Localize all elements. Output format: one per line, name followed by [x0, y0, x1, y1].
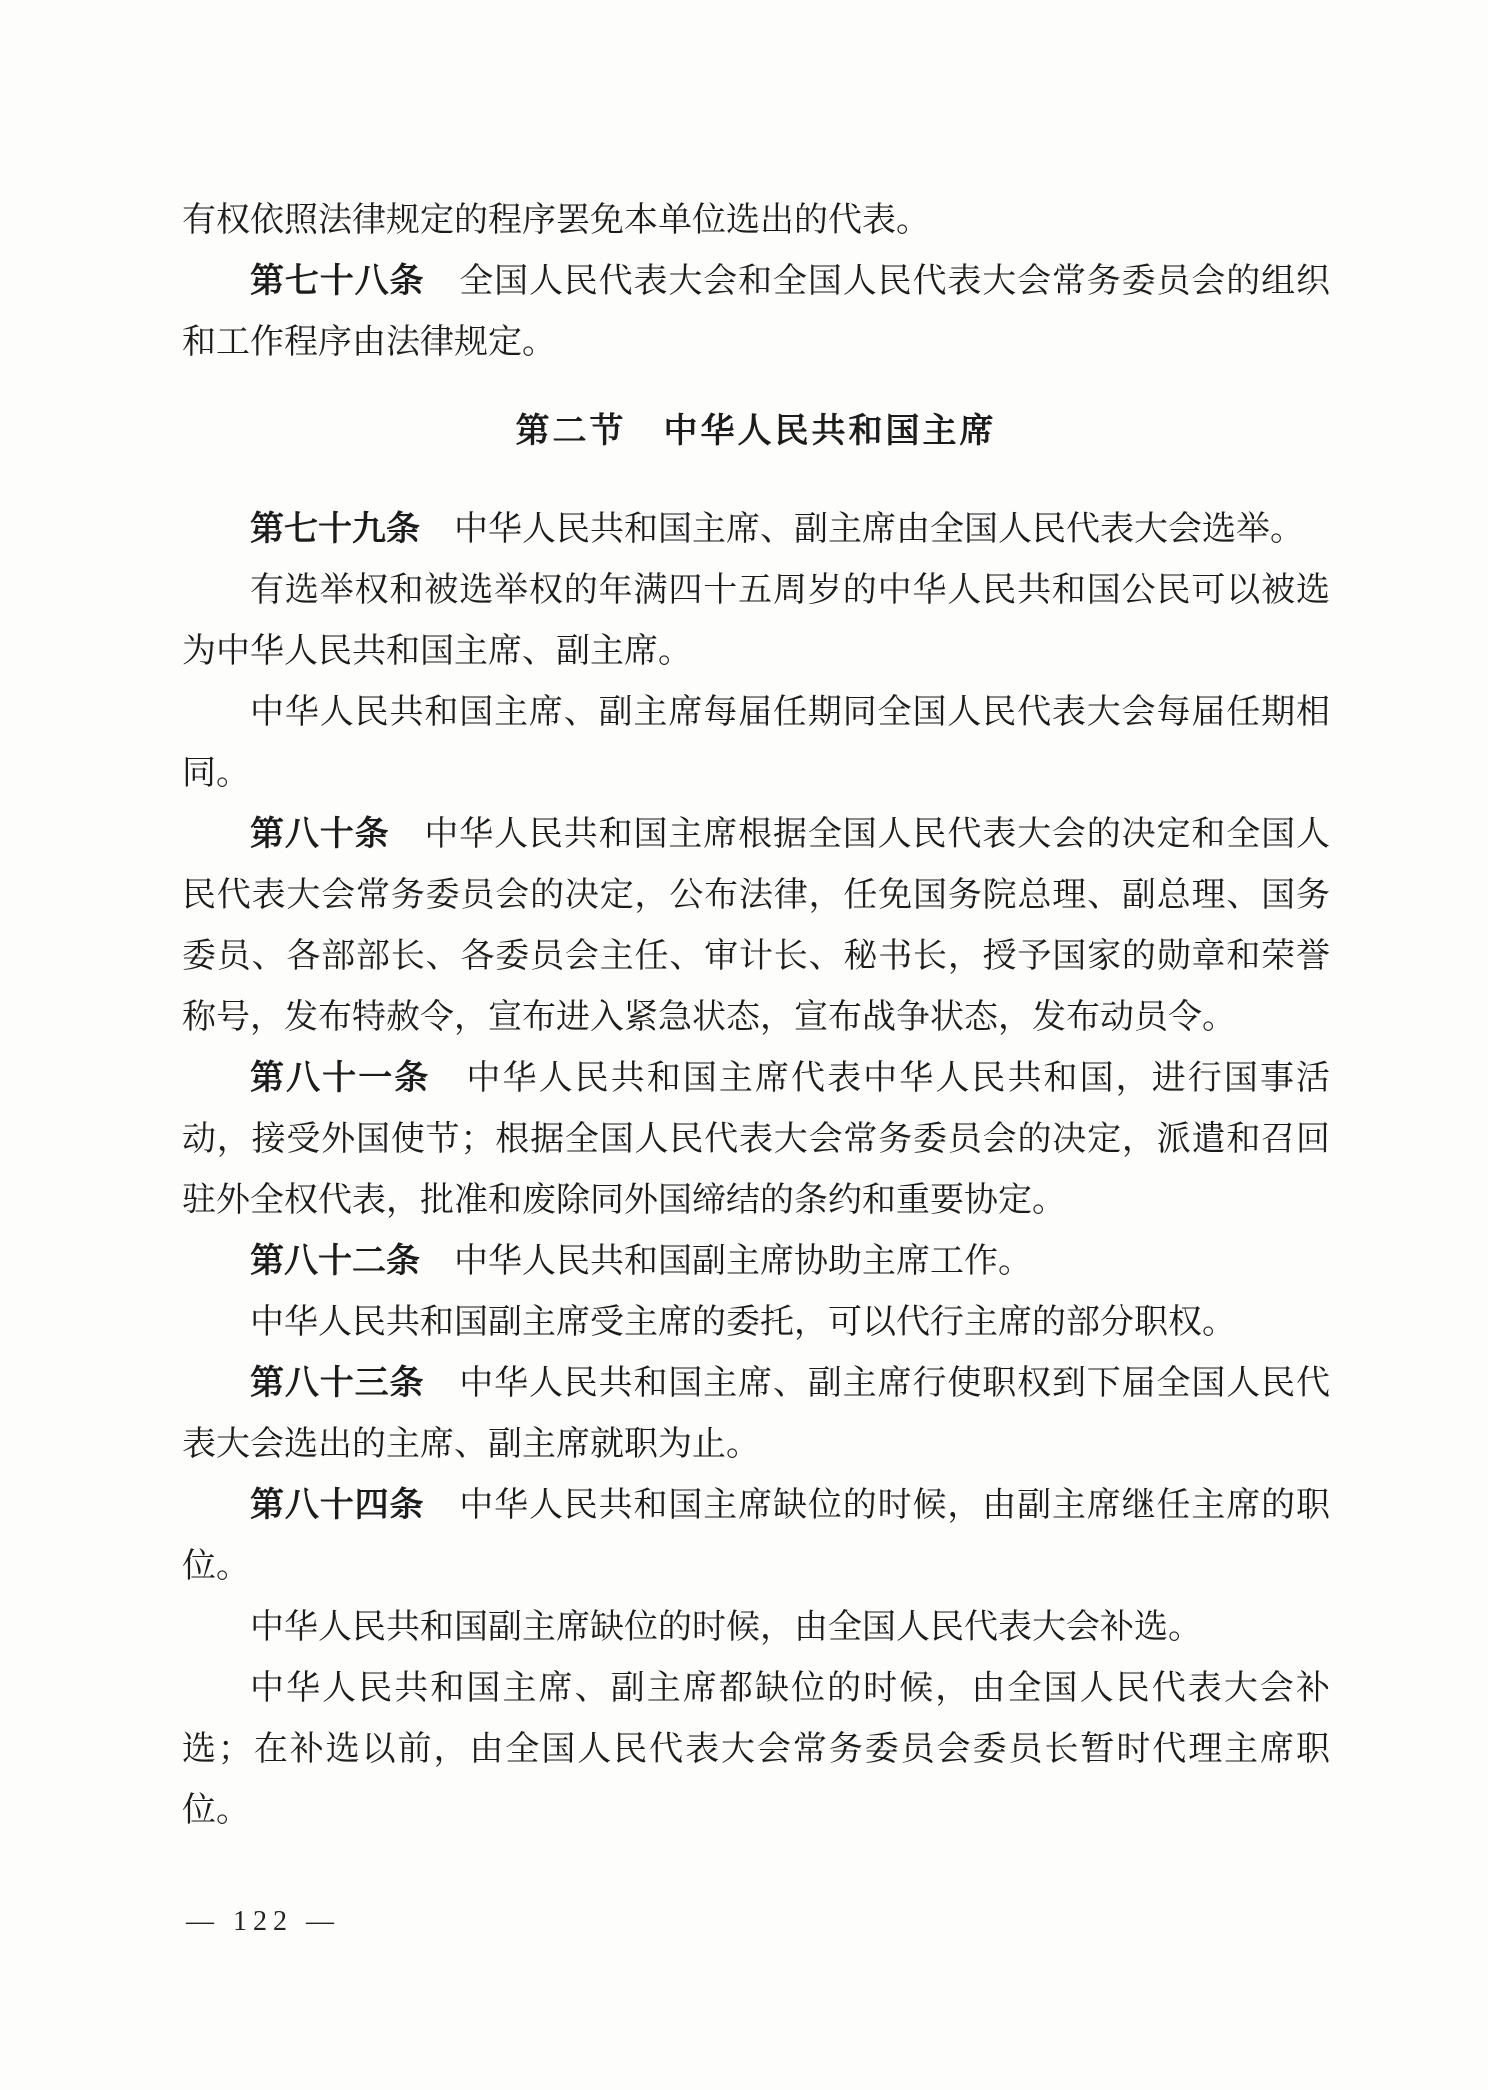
text-line — [182, 499, 1330, 560]
text-line — [182, 1048, 1330, 1109]
text-line — [182, 560, 1330, 621]
line-text: 中华人民共和国副主席受主席的委托，可以代行主席的部分职权。 — [250, 1304, 1236, 1341]
article-number: 第八十条 — [250, 815, 390, 853]
text-line — [182, 251, 1330, 312]
text-line — [182, 743, 1330, 804]
line-text: 中华人民共和国主席根据全国人民代表大会的决定和全国人 — [389, 816, 1331, 853]
line-text: 选；在补选以前，由全国人民代表大会常务委员会委员长暂时代理主席职 — [182, 1731, 1330, 1768]
text-line — [182, 1475, 1330, 1536]
text-line — [182, 1780, 1330, 1841]
section-heading: 第二节 中华人民共和国主席 — [515, 413, 997, 450]
text-line — [182, 1658, 1330, 1719]
line-text: 全国人民代表大会和全国人民代表大会常务委员会的组织 — [424, 263, 1331, 300]
line-text: 表大会选出的主席、副主席就职为止。 — [182, 1426, 760, 1463]
text-line — [182, 1109, 1330, 1170]
article-number: 第八十二条 — [250, 1242, 420, 1280]
body-block-main — [182, 499, 1330, 1841]
text-line — [182, 804, 1330, 865]
page-number: — 122 — — [186, 1906, 340, 1937]
line-text: 驻外全权代表，批准和废除同外国缔结的条约和重要协定。 — [182, 1182, 1066, 1219]
line-text: 有权依照法律规定的程序罢免本单位选出的代表。 — [182, 202, 930, 239]
article-number: 第八十一条 — [250, 1059, 431, 1097]
line-text: 称号，发布特赦令，宣布进入紧急状态，宣布战争状态，发布动员令。 — [182, 999, 1236, 1036]
line-text: 位。 — [182, 1792, 250, 1829]
line-text: 为中华人民共和国主席、副主席。 — [182, 633, 692, 670]
line-text: 民代表大会常务委员会的决定，公布法律，任免国务院总理、副总理、国务 — [182, 877, 1330, 914]
line-text: 中华人民共和国主席、副主席每届任期同全国人民代表大会每届任期相 — [250, 694, 1330, 731]
text-line — [182, 682, 1330, 743]
line-text: 中华人民共和国副主席缺位的时候，由全国人民代表大会补选。 — [250, 1609, 1202, 1646]
article-number: 第八十三条 — [250, 1364, 425, 1402]
line-text: 中华人民共和国主席代表中华人民共和国，进行国事活 — [430, 1060, 1331, 1097]
line-text: 中华人民共和国副主席协助主席工作。 — [420, 1243, 1032, 1280]
text-line — [182, 190, 1330, 251]
text-line — [182, 1414, 1330, 1475]
text-line — [182, 1170, 1330, 1231]
text-line — [182, 1292, 1330, 1353]
line-text: 动，接受外国使节；根据全国人民代表大会常务委员会的决定，派遣和召回 — [182, 1121, 1330, 1158]
text-line — [182, 1536, 1330, 1597]
line-text: 和工作程序由法律规定。 — [182, 324, 556, 361]
text-line — [182, 1719, 1330, 1780]
article-number: 第八十四条 — [250, 1486, 425, 1524]
body-block-top — [182, 190, 1330, 373]
text-column — [182, 190, 1330, 1841]
article-number: 第七十八条 — [250, 262, 425, 300]
line-text: 中华人民共和国主席、副主席行使职权到下届全国人民代 — [424, 1365, 1331, 1402]
line-text: 同。 — [182, 755, 250, 792]
text-line — [182, 926, 1330, 987]
text-line — [182, 865, 1330, 926]
line-text: 中华人民共和国主席、副主席由全国人民代表大会选举。 — [420, 511, 1304, 548]
text-line — [182, 1231, 1330, 1292]
text-line — [182, 1353, 1330, 1414]
line-text: 位。 — [182, 1548, 250, 1585]
text-line — [182, 312, 1330, 373]
article-number: 第七十九条 — [250, 510, 420, 548]
text-line — [182, 987, 1330, 1048]
line-text: 委员、各部部长、各委员会主任、审计长、秘书长，授予国家的勋章和荣誉 — [182, 938, 1330, 975]
line-text: 中华人民共和国主席缺位的时候，由副主席继任主席的职 — [424, 1487, 1331, 1524]
line-text: 中华人民共和国主席、副主席都缺位的时候，由全国人民代表大会补 — [250, 1670, 1330, 1707]
line-text: 有选举权和被选举权的年满四十五周岁的中华人民共和国公民可以被选 — [250, 572, 1330, 609]
text-line — [182, 1597, 1330, 1658]
text-line — [182, 621, 1330, 682]
